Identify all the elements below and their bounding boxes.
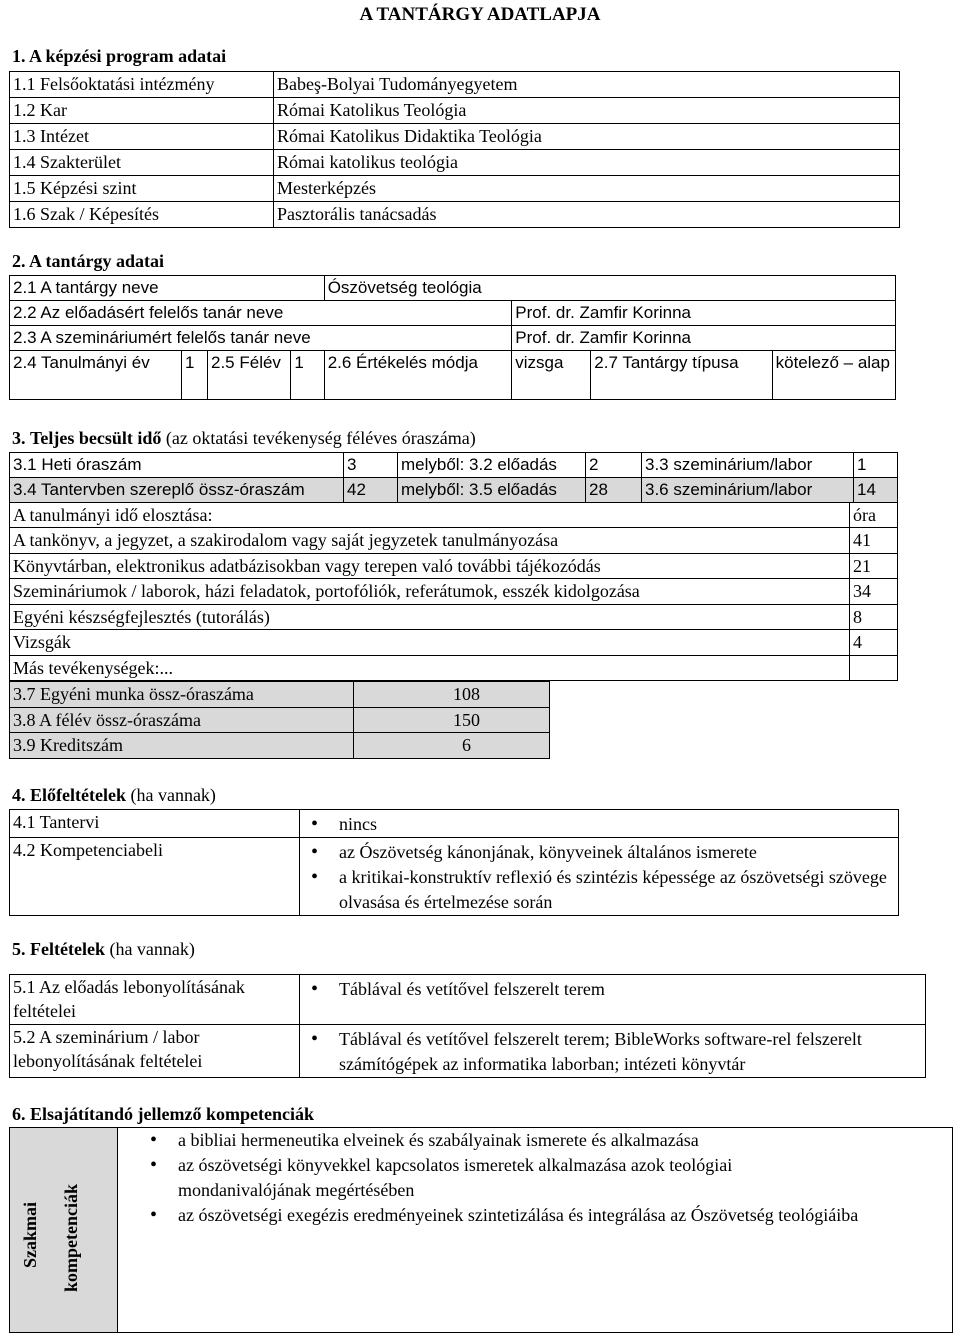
distribution-row-value: 41 [850,528,898,554]
list-item: • az ószövetségi könyvekkel kapcsolatos ismeretek alkalmazása azok teológiai mondanivalójának megértésében [142,1153,862,1203]
section-5-heading: 5. Feltételek (ha vannak) [12,939,195,959]
total-hours-label: 3.4 Tantervben szereplő össz-óraszám [10,478,344,503]
lecturer-label: 2.2 Az előadásért felelős tanár neve [10,301,512,326]
list-item: • a bibliai hermeneutika elveinek és szabályainak ismerete és alkalmazása [142,1128,862,1153]
weekly-lecture-value: 2 [586,453,642,478]
year-value: 1 [182,351,208,400]
program-row [10,98,900,124]
program-row-value: Római Katolikus Didaktika Teológia [274,124,900,150]
program-row [10,72,900,98]
program-row [10,176,900,202]
distribution-row [10,655,898,681]
distribution-label: A tanulmányi idő elosztása: [10,503,850,528]
total-row [10,682,550,708]
list-item: • a kritikai-konstruktív reflexió és szintézis képessége az ószövetségi szövege olvasása és értelmezése során [303,865,898,915]
term-label: 2.5 Félév [208,351,291,400]
total-seminar-value: 14 [854,478,898,503]
year-label: 2.4 Tanulmányi év [10,351,182,400]
distribution-row-label: Szemináriumok / laborok, házi feladatok, portofóliók, referátumok, esszék kidolgozása [10,579,850,605]
weekly-seminar-label: 3.3 szeminárium/labor [642,453,854,478]
list-item: • Táblával és vetítővel felszerelt terem; BibleWorks software-rel felszerelt számítógépek az informatika laborban; intézeti könyvtár [303,1027,925,1077]
seminar-teacher-label: 2.3 A szemináriumért felelős tanár neve [10,326,512,351]
lecture-conditions-label: 5.1 Az előadás lebonyolításának feltételei [10,975,300,1025]
total-row [10,733,550,759]
competences-box [9,1127,953,1333]
distribution-row-label: Más tevékenységek:... [10,655,850,681]
hours-table [9,452,898,503]
time-distribution-table [9,502,898,681]
side-label-professional: Szakmai [20,1201,40,1268]
course-data-table [9,275,896,400]
course-type-value: kötelező – alap [772,351,895,400]
course-name-label: 2.1 A tantárgy neve [10,276,325,301]
competence-prereq-list [303,840,898,915]
distribution-row [10,579,898,605]
list-item: • nincs [303,812,898,837]
weekly-lecture-label: melyből: 3.2 előadás [398,453,586,478]
list-item: • Táblával és vetítővel felszerelt terem [303,977,925,1002]
distribution-row-value: 8 [850,604,898,630]
evaluation-label: 2.6 Értékelés módja [324,351,512,400]
total-row-value: 6 [354,733,550,759]
seminar-conditions-label: 5.2 A szeminárium / labor lebonyolításának feltételei [10,1025,300,1078]
total-row-label: 3.7 Egyéni munka össz-óraszáma [10,682,354,708]
term-value: 1 [291,351,324,400]
lecture-conditions-list [303,977,925,1002]
distribution-unit: óra [850,503,898,528]
program-row-label: 1.6 Szak / Képesítés [10,202,274,228]
weekly-hours-value: 3 [344,453,398,478]
section-4-heading: 4. Előfeltételek (ha vannak) [12,785,216,805]
prerequisites-table [9,809,899,916]
distribution-row [10,604,898,630]
course-type-label: 2.7 Tantárgy típusa [591,351,772,400]
distribution-row-label: Egyéni készségfejlesztés (tutorálás) [10,604,850,630]
weekly-seminar-value: 1 [854,453,898,478]
distribution-row [10,528,898,554]
distribution-row-value [850,655,898,681]
total-row-label: 3.9 Kreditszám [10,733,354,759]
section-1-heading: 1. A képzési program adatai [12,46,227,66]
total-hours-value: 42 [344,478,398,503]
seminar-conditions-list [303,1027,925,1077]
competences-side-header [10,1128,118,1332]
distribution-row-label: A tankönyv, a jegyzet, a szakirodalom vagy saját jegyzetek tanulmányozása [10,528,850,554]
distribution-row-value: 21 [850,553,898,579]
list-item: • az Ószövetség kánonjának, könyveinek általános ismerete [303,840,898,865]
section-6-heading: 6. Elsajátítandó jellemző kompetenciák [12,1104,314,1124]
total-lecture-value: 28 [586,478,642,503]
total-row [10,707,550,733]
curricular-prereq-list [303,812,898,837]
totals-table [9,681,550,759]
total-row-value: 150 [354,707,550,733]
program-row [10,124,900,150]
total-row-label: 3.8 A félév össz-óraszáma [10,707,354,733]
total-seminar-label: 3.6 szeminárium/labor [642,478,854,503]
distribution-row [10,630,898,656]
program-row-value: Babeş-Bolyai Tudományegyetem [274,72,900,98]
evaluation-value: vizsga [512,351,591,400]
document-title: A TANTÁRGY ADATLAPJA [359,4,601,25]
professional-competences-list [142,1128,862,1228]
side-label-competences: kompetenciák [61,1184,81,1292]
program-row-label: 1.3 Intézet [10,124,274,150]
list-item: • az ószövetségi exegézis eredményeinek szintetizálása és integrálása az Ószövetség teológiáiba [142,1203,862,1228]
seminar-teacher-value: Prof. dr. Zamfir Korinna [512,326,896,351]
program-row [10,150,900,176]
program-row-label: 1.5 Képzési szint [10,176,274,202]
lecturer-value: Prof. dr. Zamfir Korinna [512,301,896,326]
program-row-value: Mesterképzés [274,176,900,202]
distribution-row-value: 4 [850,630,898,656]
program-row-label: 1.4 Szakterület [10,150,274,176]
program-row-label: 1.1 Felsőoktatási intézmény [10,72,274,98]
distribution-row-label: Vizsgák [10,630,850,656]
conditions-table [9,974,926,1078]
program-row-value: Római Katolikus Teológia [274,98,900,124]
total-row-value: 108 [354,682,550,708]
total-lecture-label: melyből: 3.5 előadás [398,478,586,503]
weekly-hours-label: 3.1 Heti óraszám [10,453,344,478]
section-2-heading: 2. A tantárgy adatai [12,251,165,271]
program-row-label: 1.2 Kar [10,98,274,124]
competence-prereq-label: 4.2 Kompetenciabeli [10,838,300,916]
program-row [10,202,900,228]
distribution-row-label: Könyvtárban, elektronikus adatbázisokban vagy terepen való további tájékozódás [10,553,850,579]
course-name-value: Ószövetség teológia [324,276,895,301]
curricular-prereq-label: 4.1 Tantervi [10,810,300,838]
section-3-heading: 3. Teljes becsült idő (az oktatási tevékenység féléves óraszáma) [12,428,476,448]
program-row-value: Római katolikus teológia [274,150,900,176]
distribution-row-value: 34 [850,579,898,605]
program-data-table [9,71,900,228]
distribution-row [10,553,898,579]
program-row-value: Pasztorális tanácsadás [274,202,900,228]
